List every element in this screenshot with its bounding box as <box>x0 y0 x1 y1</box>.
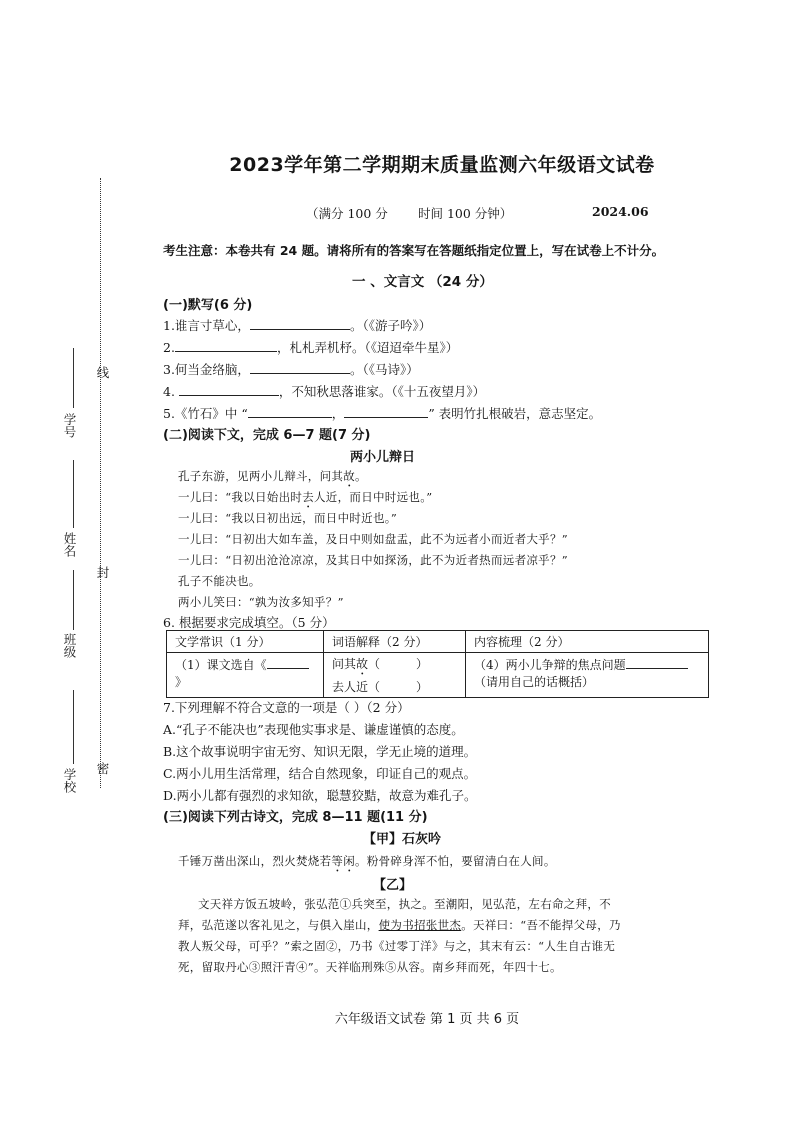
q7-option-c: C.两小儿用生活常理，结合自然现象，印证自己的观点。 <box>163 766 477 781</box>
q6-cell-literature: （1）课文选自《》 <box>167 653 324 698</box>
q6-cell-content: （4）两小儿争辩的焦点问题 （请用自己的话概括） <box>466 653 709 698</box>
binding-mark-feng: 封 <box>95 566 110 579</box>
exam-time: 时间 100 分钟） <box>418 206 513 221</box>
q4-blank[interactable] <box>179 382 279 396</box>
s1-heading: (一)默写(6 分) <box>163 298 253 313</box>
class-field[interactable] <box>73 570 74 630</box>
binding-mark-mi: 密 <box>95 762 110 775</box>
school-field[interactable] <box>73 690 74 764</box>
q1: 1.谁言寸草心， 。（《游子吟》） <box>163 318 432 333</box>
part1-heading: 一 、文言文 （24 分） <box>352 274 493 290</box>
prose-line-4: 死，留取丹心③照汗青④”。天祥临刑殊⑤从容。南乡拜而死，年四十七。 <box>178 960 562 974</box>
passage-title: 两小儿辩日 <box>350 450 416 465</box>
q6-cell-words: 问其故（ ） 去人近（ ） <box>324 653 466 698</box>
q6-prompt: 6. 根据要求完成填空。（5 分） <box>163 615 335 630</box>
q6-header-3: 内容梳理（2 分） <box>466 631 709 653</box>
poem-text: 千锤万凿出深山，烈火焚烧若等闲。粉骨碎身浑不怕，要留清白在人间。 <box>178 854 556 868</box>
exam-title: 2023学年第二学期期末质量监测六年级语文试卷 <box>229 154 655 176</box>
page-footer: 六年级语文试卷 第 1 页 共 6 页 <box>334 1012 520 1027</box>
q3: 3.何当金络脑， 。（《马诗》） <box>163 362 419 377</box>
q7-prompt: 7.下列理解不符合文意的一项是（ ）（2 分） <box>163 700 410 715</box>
passage-line-1: 孔子东游，见两小儿辩斗，问其故。 <box>178 469 367 483</box>
full-score: （满分 100 分 <box>306 206 388 221</box>
passage-line-4: 一儿曰：“日初出大如车盖，及日中则如盘盂，此不为远者小而近者大乎？” <box>178 532 568 546</box>
q4: 4. ，不知秋思落谁家。（《十五夜望月》） <box>163 384 486 399</box>
q6-header-1: 文学常识（1 分） <box>167 631 324 653</box>
q7-option-b: B.这个故事说明宇宙无穷、知识无限，学无止境的道理。 <box>163 744 477 759</box>
passage-line-6: 孔子不能决也。 <box>178 574 261 588</box>
q2: 2. ，札札弄机杼。（《迢迢牵牛星》） <box>163 340 459 355</box>
q5-blank-2[interactable] <box>344 404 428 418</box>
q6-blank-1[interactable] <box>267 655 309 669</box>
passage-line-2: 一儿曰：“我以日始出时去人近，而日中时远也。” <box>178 490 433 504</box>
s2-heading: (二)阅读下文，完成 6—7 题(7 分) <box>163 428 371 443</box>
q3-blank[interactable] <box>250 360 350 374</box>
prose-line-3: 教人叛父母，可乎？”索之固②，乃书《过零丁洋》与之，其末有云：“人生自古谁无 <box>178 939 616 953</box>
prose-line-2: 拜，弘范遂以客礼见之，与俱入崖山，使为书招张世杰。天祥曰：“吾不能捍父母，乃 <box>178 918 621 932</box>
q6-table <box>166 630 709 698</box>
poem-title: 【甲】石灰吟 <box>363 832 442 847</box>
school-label: 学校 <box>62 768 77 793</box>
q6-blank-4[interactable] <box>626 655 688 669</box>
binding-mark-xian: 线 <box>95 366 110 379</box>
q7-option-a: A.“孔子不能决也”表现他实事求是、谦虚谨慎的态度。 <box>163 722 464 737</box>
passage-line-3: 一儿曰：“我以日初出远，而日中时近也。” <box>178 511 398 525</box>
q7-option-d: D.两小儿都有强烈的求知欲，聪慧狡黠，故意为难孔子。 <box>163 788 477 803</box>
exam-notice: 考生注意：本卷共有 24 题。请将所有的答案写在答题纸指定位置上，写在试卷上不计分。 <box>163 243 665 258</box>
passage-line-7: 两小儿笑曰：“孰为汝多知乎？” <box>178 595 344 609</box>
q5-blank-1[interactable] <box>248 404 332 418</box>
q1-blank[interactable] <box>250 316 350 330</box>
student-id-label: 学号 <box>62 413 77 438</box>
prose-line-1: 文天祥方饭五坡岭，张弘范①兵突至，执之。至潮阳，见弘范，左右命之拜，不 <box>198 897 611 911</box>
passage-line-5: 一儿曰：“日初出沧沧凉凉，及其日中如探汤，此不为近者热而远者凉乎？” <box>178 553 568 567</box>
student-id-field[interactable] <box>73 348 74 408</box>
s3-heading: (三)阅读下列古诗文，完成 8—11 题(11 分) <box>163 810 428 825</box>
binding-dotted-line <box>100 178 101 788</box>
yi-heading: 【乙】 <box>373 878 413 893</box>
exam-date: 2024.06 <box>592 204 649 219</box>
student-name-field[interactable] <box>73 460 74 528</box>
student-name-label: 姓名 <box>62 532 77 557</box>
q6-header-2: 词语解释（2 分） <box>324 631 466 653</box>
class-label: 班级 <box>62 633 77 658</box>
q5: 5.《竹石》中 “ ， ” 表明竹扎根破岩，意志坚定。 <box>163 406 602 421</box>
q2-blank[interactable] <box>175 338 277 352</box>
